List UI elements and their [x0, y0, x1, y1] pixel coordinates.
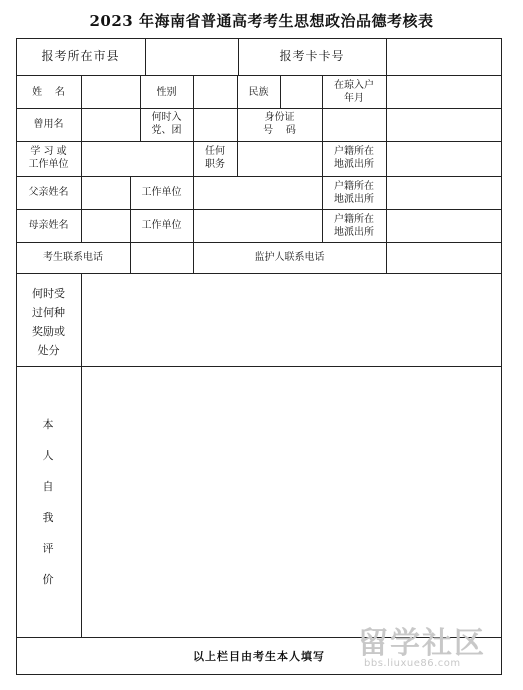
self-evaluation-char: 人 [42, 449, 54, 462]
col-divider [386, 38, 387, 75]
row-divider [16, 176, 502, 177]
col-divider [322, 108, 323, 141]
col-divider [386, 242, 387, 273]
former-name-label: 曾用名 [33, 119, 64, 130]
id-number-label [237, 111, 322, 137]
id-number-line: 身份证 [264, 112, 295, 123]
col-divider [193, 176, 194, 242]
self-evaluation-label [41, 414, 55, 600]
watermark-url: bbs.liuxue86.com [364, 658, 461, 669]
footer-note: 以上栏目由考生本人填写 [193, 650, 325, 663]
study-unit-label [16, 145, 81, 171]
exam-card-label: 报考卡卡号 [279, 49, 345, 63]
row-divider [16, 108, 502, 109]
gender-label: 性别 [156, 87, 177, 98]
police-station-line: 户籍所在 [334, 181, 374, 192]
col-divider [81, 176, 82, 242]
guardian-phone-label: 监护人联系电话 [254, 252, 325, 263]
police-station-line: 地派出所 [334, 194, 374, 205]
watermark-logo [352, 618, 512, 678]
police-station-label [322, 213, 386, 239]
household-date-label [322, 79, 386, 105]
row-divider [16, 242, 502, 243]
police-station-line: 地派出所 [334, 227, 374, 238]
self-evaluation-char: 价 [42, 573, 54, 586]
awards-line: 何时受 [32, 287, 65, 300]
party-join-line: 何时入 [151, 112, 182, 123]
form-title: 2023 年海南省普通高考考生思想政治品德考核表 [89, 12, 434, 30]
self-evaluation-char: 本 [42, 418, 54, 431]
father-name-label: 父亲姓名 [28, 187, 69, 198]
position-line: 职务 [205, 159, 225, 170]
name-label: 姓 名 [32, 87, 65, 98]
police-station-line: 户籍所在 [334, 146, 374, 157]
col-divider [81, 366, 82, 637]
study-unit-line: 工作单位 [28, 159, 69, 170]
ethnicity-label: 民族 [248, 87, 269, 98]
police-station-label [322, 180, 386, 206]
row-divider [16, 75, 502, 76]
awards-label [16, 284, 81, 360]
awards-line: 奖励或 [32, 325, 65, 338]
mother-work-unit-label: 工作单位 [141, 220, 182, 231]
col-divider [81, 75, 82, 108]
police-station-label [322, 145, 386, 171]
position-label [193, 145, 237, 171]
self-evaluation-char: 评 [42, 542, 54, 555]
party-join-label [140, 111, 193, 137]
phone-label: 考生联系电话 [43, 252, 103, 263]
col-divider [81, 108, 82, 141]
position-line: 任何 [205, 146, 225, 157]
col-divider [193, 108, 194, 141]
awards-line: 过何种 [32, 306, 65, 319]
self-evaluation-char: 自 [42, 480, 54, 493]
col-divider [81, 141, 82, 176]
watermark-text: 留学社区 [358, 626, 486, 661]
exam-location-label: 报考所在市县 [41, 49, 120, 63]
row-divider [16, 209, 502, 210]
police-station-line: 户籍所在 [334, 214, 374, 225]
party-join-line: 党、团 [151, 125, 182, 136]
mother-name-label: 母亲姓名 [28, 220, 69, 231]
col-divider [145, 38, 146, 75]
col-divider [386, 75, 387, 141]
police-station-line: 地派出所 [334, 159, 374, 170]
row-divider [16, 273, 502, 274]
col-divider [193, 75, 194, 108]
row-divider [16, 366, 502, 367]
awards-line: 处分 [37, 344, 60, 357]
household-date-line: 年月 [344, 93, 364, 104]
study-unit-line: 学 习 或 [30, 146, 67, 157]
id-number-line: 号 码 [263, 125, 296, 136]
father-work-unit-label: 工作单位 [141, 187, 182, 198]
row-divider [16, 141, 502, 142]
col-divider [386, 176, 387, 242]
col-divider [81, 273, 82, 366]
col-divider [280, 75, 281, 108]
col-divider [130, 242, 131, 273]
col-divider [386, 141, 387, 176]
household-date-line: 在琼入户 [334, 80, 374, 91]
col-divider [237, 141, 238, 176]
self-evaluation-char: 我 [42, 511, 54, 524]
